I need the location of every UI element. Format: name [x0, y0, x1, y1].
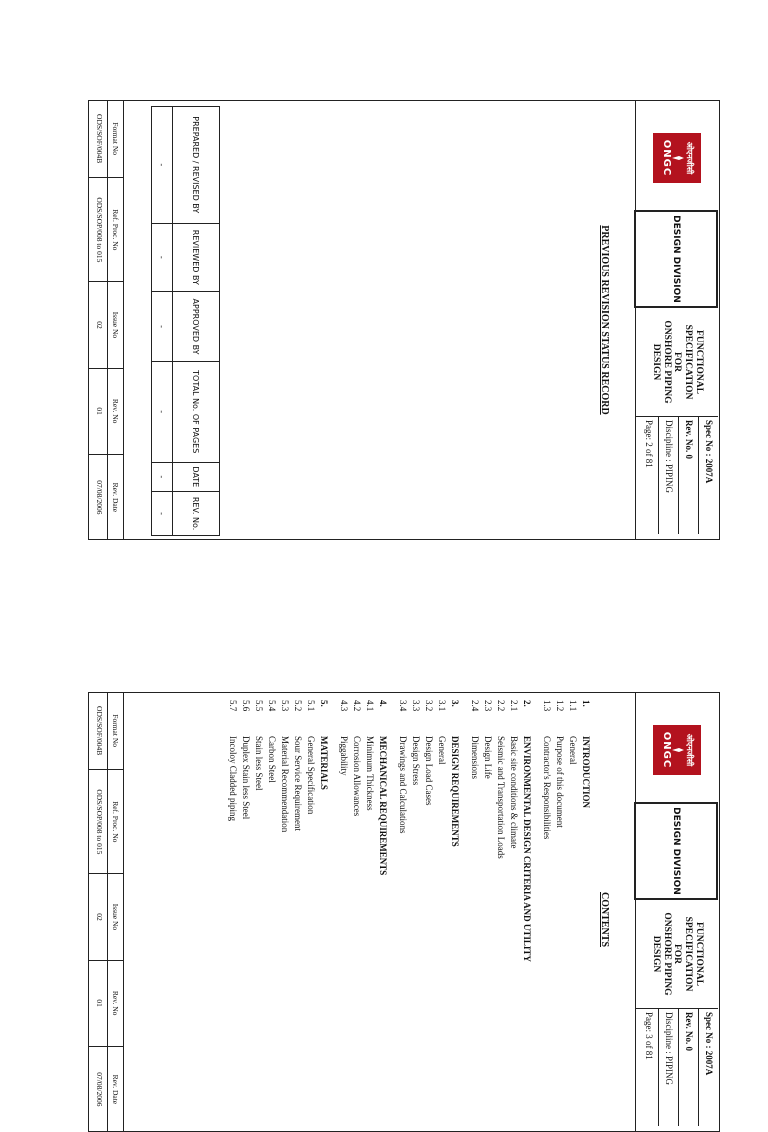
- toc-text: Incoloy Cladded piping: [228, 736, 238, 821]
- toc-number: 5.: [319, 700, 329, 707]
- toc-number: 5.6: [241, 700, 251, 712]
- footer-value: ODS/SOP/008 to 015: [95, 789, 104, 855]
- toc-number: 2.3: [483, 700, 493, 712]
- footer-value: 07/08/2006: [95, 1072, 104, 1107]
- toc-item[interactable]: [422, 700, 435, 1120]
- toc-item[interactable]: [507, 700, 520, 1120]
- toc-section-title[interactable]: [520, 700, 533, 1120]
- header-divider: [635, 100, 636, 540]
- toc-section: [396, 700, 461, 1120]
- toc-item[interactable]: [363, 700, 376, 1120]
- toc-section: [337, 700, 389, 1120]
- toc-item[interactable]: [396, 700, 409, 1120]
- rev-number: Rev. No. 0: [678, 416, 698, 534]
- toc-item[interactable]: [337, 700, 350, 1120]
- col-prepared: PREPARED / REVISED BY: [173, 107, 220, 224]
- toc-text: Dimensions: [470, 736, 480, 780]
- spec-number: Spec No : 2007A: [698, 1008, 718, 1126]
- footer-label: Issue No: [107, 874, 123, 959]
- table-cell: -: [152, 223, 173, 292]
- ongc-logo: [653, 725, 701, 775]
- toc-number: 4.2: [352, 700, 362, 712]
- toc-item[interactable]: [435, 700, 448, 1120]
- toc-item[interactable]: [494, 700, 507, 1120]
- col-total-pages: TOTAL No. OF PAGES: [173, 361, 220, 462]
- toc-text: Piggability: [339, 736, 349, 776]
- toc-number: 4.: [378, 700, 388, 707]
- toc-text: Sour Service Requirement: [293, 736, 303, 831]
- footer-label: Rev. Date: [107, 455, 123, 540]
- toc-text: Design Load Cases: [424, 736, 434, 806]
- footer-label: Rev. Date: [107, 1047, 123, 1132]
- toc-section: [540, 700, 592, 1120]
- footer-value: 07/08/2006: [95, 480, 104, 515]
- footer-label: Ref. Proc. No: [107, 770, 123, 873]
- toc-text: General: [568, 736, 578, 765]
- toc-text: Drawings and Calculations: [398, 736, 408, 834]
- table-cell: -: [152, 107, 173, 224]
- footer-value: 02: [95, 913, 104, 921]
- spec-info: [636, 1008, 718, 1126]
- discipline: Discipline : PIPING: [658, 416, 678, 534]
- toc-text: Design Life: [483, 736, 493, 779]
- title-line: DESIGN: [650, 935, 661, 973]
- toc-title: MATERIALS: [319, 736, 329, 790]
- toc-section: [226, 700, 330, 1120]
- toc-number: 2.: [522, 700, 532, 707]
- toc-item[interactable]: [409, 700, 422, 1120]
- toc-text: General Specification: [306, 736, 316, 815]
- toc-item[interactable]: [481, 700, 494, 1120]
- footer-date: [89, 455, 123, 540]
- title-line: ONSHORE PIPING: [661, 320, 672, 404]
- toc-number: 3.4: [398, 700, 408, 712]
- toc-section-title[interactable]: [317, 700, 330, 1120]
- toc-text: Duplex Stain less Steel: [241, 736, 251, 820]
- table-cell: -: [152, 292, 173, 362]
- table-cell: -: [152, 462, 173, 491]
- footer-value: 02: [95, 321, 104, 329]
- page-number: Page: 3 of 81: [644, 1012, 654, 1060]
- document-title: [636, 900, 718, 1009]
- toc-item[interactable]: [226, 700, 239, 1120]
- spec-info: [636, 416, 718, 534]
- footer-rev: [89, 369, 123, 455]
- toc-section-title[interactable]: [579, 700, 592, 1120]
- logo-text: ONGC: [661, 139, 672, 177]
- document-page-contents: [88, 692, 720, 1132]
- lamp-icon: [671, 743, 685, 757]
- logo-hindi-text: ओएनजीसी: [685, 733, 694, 767]
- toc-text: Design Stress: [411, 736, 421, 786]
- footer-value: ODS/SOF/004B: [95, 114, 104, 164]
- toc-section-title[interactable]: [376, 700, 389, 1120]
- toc-item[interactable]: [468, 700, 481, 1120]
- footer-date: [89, 1047, 123, 1132]
- toc-text: Corrosion Allowances: [352, 736, 362, 817]
- footer-value: 01: [95, 407, 104, 415]
- toc-item[interactable]: [304, 700, 317, 1120]
- company-logo-cell: [636, 698, 718, 803]
- table-header-row: [173, 107, 220, 536]
- toc-item[interactable]: [540, 700, 553, 1120]
- toc-number: 3.: [450, 700, 460, 707]
- col-reviewed: REVIEWED BY: [173, 223, 220, 292]
- footer-ref: [89, 770, 123, 874]
- title-line: SPECIFICATION: [683, 916, 694, 992]
- footer-ref: [89, 178, 123, 282]
- division-label: DESIGN DIVISION: [634, 210, 718, 308]
- toc-number: 5.1: [306, 700, 316, 712]
- page-footer: [89, 100, 124, 540]
- toc-number: 1.1: [568, 700, 578, 712]
- footer-format: [89, 692, 123, 770]
- lamp-icon: [671, 151, 685, 165]
- page-number: Page: 2 of 81: [644, 420, 654, 468]
- col-approved: APPROVED BY: [173, 292, 220, 362]
- title-line: ONSHORE PIPING: [661, 912, 672, 996]
- footer-rev: [89, 961, 123, 1047]
- spec-number: Spec No : 2007A: [698, 416, 718, 534]
- toc-text: Purpose of this document: [555, 736, 565, 828]
- toc-number: 5.5: [254, 700, 264, 712]
- toc-number: 5.2: [293, 700, 303, 712]
- page-footer: [89, 692, 124, 1132]
- toc-text: Material Recommendation: [280, 736, 290, 833]
- table-of-contents: [219, 700, 592, 1120]
- toc-number: 5.7: [228, 700, 238, 712]
- division-label: DESIGN DIVISION: [634, 802, 718, 900]
- title-line: FUNCTIONAL: [694, 922, 705, 986]
- toc-number: 4.3: [339, 700, 349, 712]
- title-line: FUNCTIONAL: [694, 330, 705, 394]
- toc-number: 2.1: [509, 700, 519, 712]
- toc-title: ENVIRONMENTAL DESIGN CRITERIA AND UTILITY: [522, 736, 532, 962]
- footer-format: [89, 100, 123, 178]
- toc-item[interactable]: [553, 700, 566, 1120]
- footer-value: ODS/SOF/004B: [95, 706, 104, 756]
- logo-hindi-text: ओएनजीसी: [685, 141, 694, 175]
- title-line: FOR: [672, 943, 683, 965]
- footer-label: Issue No: [107, 282, 123, 367]
- footer-issue: [89, 874, 123, 960]
- footer-issue: [89, 282, 123, 368]
- toc-number: 3.3: [411, 700, 421, 712]
- section-heading: PREVIOUS REVISION STATUS RECORD: [599, 225, 610, 415]
- title-line: FOR: [672, 351, 683, 373]
- logo-text: ONGC: [661, 731, 672, 769]
- toc-number: 5.4: [267, 700, 277, 712]
- table-row: [152, 107, 173, 536]
- footer-value: 01: [95, 999, 104, 1007]
- table-cell: -: [152, 492, 173, 536]
- toc-item[interactable]: [278, 700, 291, 1120]
- company-logo-cell: [636, 106, 718, 211]
- toc-text: Basic site conditions & climate: [509, 736, 519, 849]
- footer-label: Rev. No: [107, 961, 123, 1046]
- table-cell: -: [152, 361, 173, 462]
- toc-number: 5.3: [280, 700, 290, 712]
- toc-text: Stain less Steel: [254, 736, 264, 791]
- footer-label: Format No: [107, 692, 123, 769]
- toc-item[interactable]: [265, 700, 278, 1120]
- toc-item[interactable]: [239, 700, 252, 1120]
- col-date: DATE: [173, 462, 220, 491]
- discipline: Discipline : PIPING: [658, 1008, 678, 1126]
- toc-text: Seismic and Transportation Loads: [496, 736, 506, 859]
- toc-item[interactable]: [350, 700, 363, 1120]
- toc-number: 3.1: [437, 700, 447, 712]
- toc-item[interactable]: [291, 700, 304, 1120]
- rev-number: Rev. No. 0: [678, 1008, 698, 1126]
- footer-label: Rev. No: [107, 369, 123, 454]
- header-divider: [635, 692, 636, 1132]
- toc-item[interactable]: [566, 700, 579, 1120]
- toc-text: Contractor's Responsibilities: [542, 736, 552, 840]
- toc-number: 1.: [581, 700, 591, 707]
- document-page-revision-record: [88, 100, 720, 540]
- toc-number: 2.4: [470, 700, 480, 712]
- title-line: SPECIFICATION: [683, 324, 694, 400]
- footer-label: Format No: [107, 100, 123, 177]
- footer-value: ODS/SOP/008 to 015: [95, 197, 104, 263]
- contents-heading: CONTENTS: [599, 892, 610, 948]
- toc-title: MECHANICAL REQUIREMENTS: [378, 736, 388, 876]
- footer-label: Ref. Proc. No: [107, 178, 123, 281]
- toc-text: Carbon Steel: [267, 736, 277, 783]
- toc-section: [468, 700, 533, 1120]
- toc-title: INTRODUCTION: [581, 736, 591, 809]
- col-rev-no: REV. No.: [173, 492, 220, 536]
- title-line: DESIGN: [650, 343, 661, 381]
- toc-number: 3.2: [424, 700, 434, 712]
- toc-text: Minimum Thickness: [365, 736, 375, 811]
- ongc-logo: [653, 133, 701, 183]
- toc-item[interactable]: [252, 700, 265, 1120]
- toc-text: General: [437, 736, 447, 765]
- revision-table: [151, 106, 220, 536]
- document-title: [636, 308, 718, 417]
- toc-number: 4.1: [365, 700, 375, 712]
- toc-number: 1.2: [555, 700, 565, 712]
- toc-title: DESIGN REQUIREMENTS: [450, 736, 460, 847]
- toc-number: 1.3: [542, 700, 552, 712]
- toc-number: 2.2: [496, 700, 506, 712]
- toc-section-title[interactable]: [448, 700, 461, 1120]
